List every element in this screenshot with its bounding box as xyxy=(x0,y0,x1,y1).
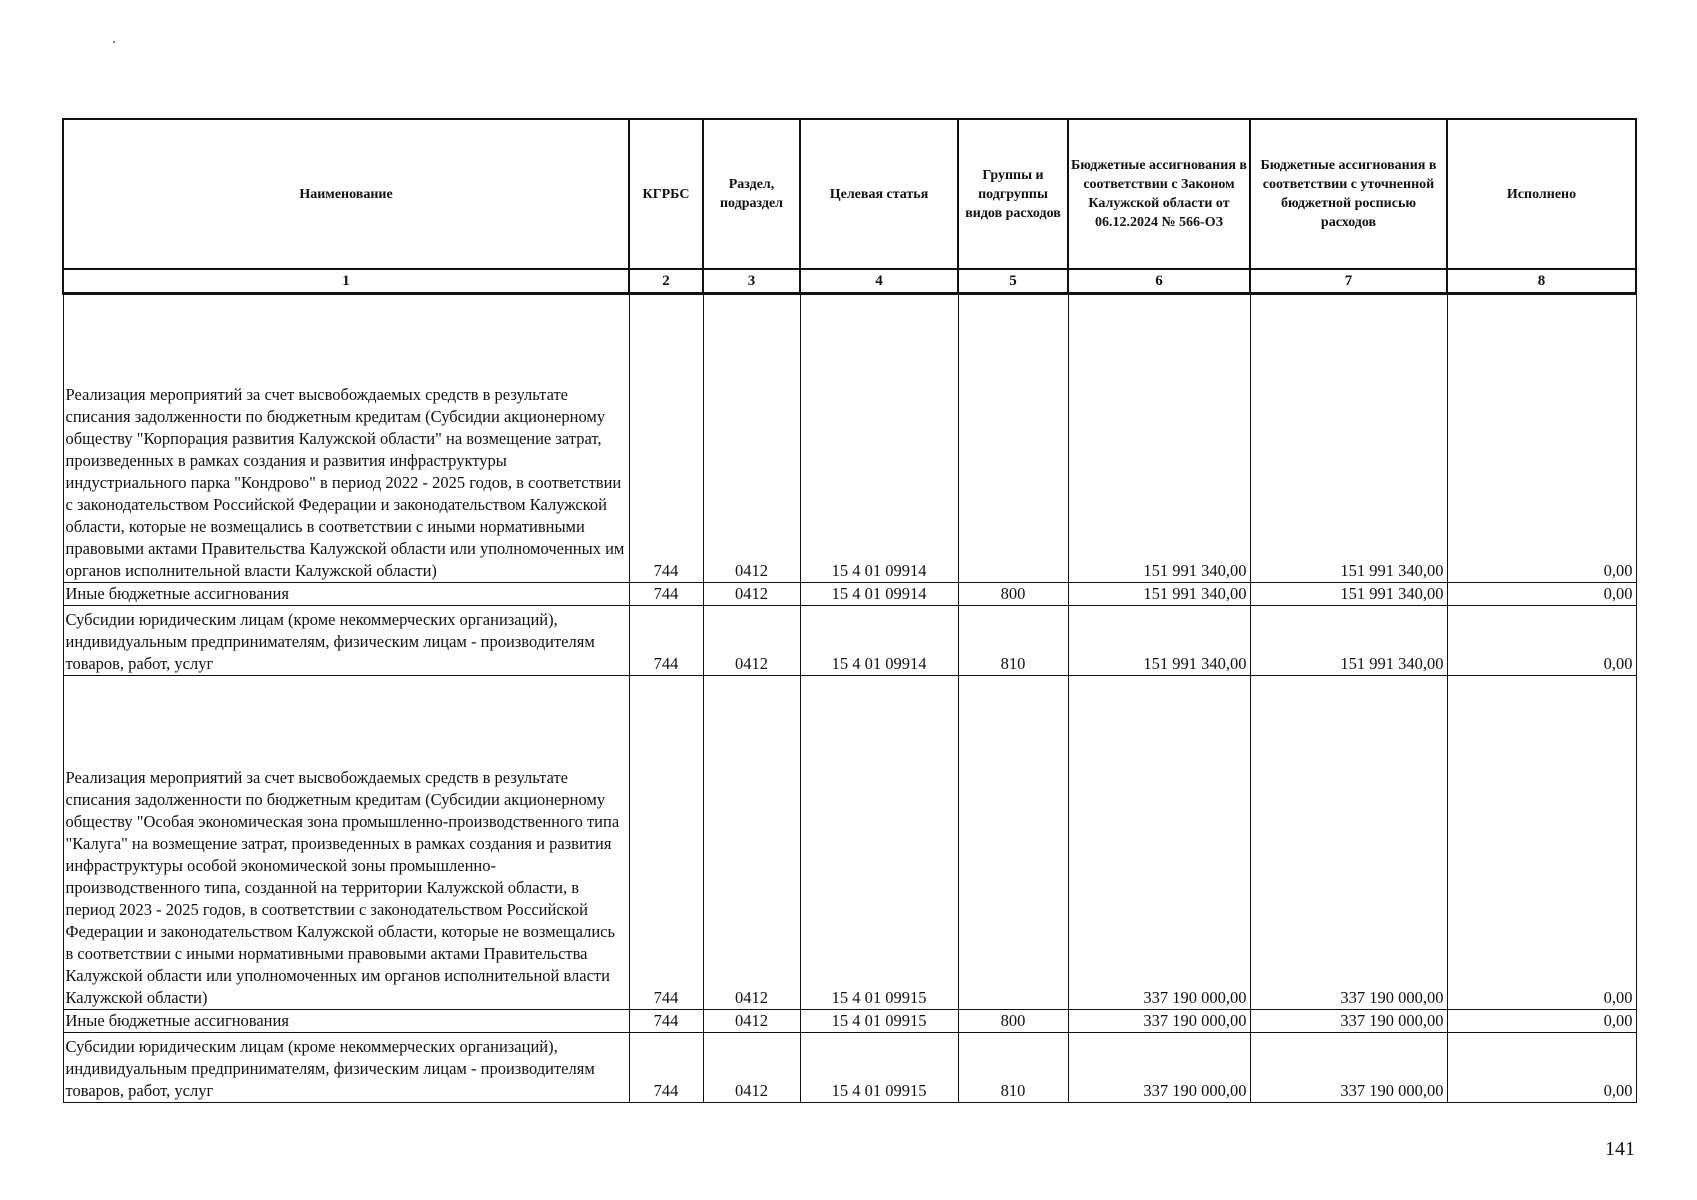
row-expense-group: 810 xyxy=(958,606,1068,676)
table-row xyxy=(63,606,1636,676)
scan-speck xyxy=(113,41,115,43)
row-name: Реализация мероприятий за счет высвобождаемых средств в результате списания задолженности по бюджетным кредитам (Субсидии акционерному обществу "Особая экономическая зона промышленно-производственного типа "Калуга" на возмещение затрат, произведенных в рамках создания и развития инфраструктуры особой экономической зоны промышленно-производственного типа, созданной на территории Калужской области, в период 2023 - 2025 годов, в соответствии с законодательством Российской Федерации и законодательством Калужской области, которые не возмещались в соответствии с иными нормативными правовыми актами Правительства Калужской области или уполномоченных им органов исполнительной власти Калужской области) xyxy=(63,676,629,1010)
column-number: 4 xyxy=(800,269,958,294)
row-section: 0412 xyxy=(703,606,800,676)
row-plan-allocation: 151 991 340,00 xyxy=(1250,583,1447,606)
row-section: 0412 xyxy=(703,1033,800,1103)
row-name: Субсидии юридическим лицам (кроме некоммерческих организаций), индивидуальным предпринимателям, физическим лицам - производителям товаров, работ, услуг xyxy=(63,606,629,676)
row-name: Субсидии юридическим лицам (кроме некоммерческих организаций), индивидуальным предпринимателям, физическим лицам - производителям товаров, работ, услуг xyxy=(63,1033,629,1103)
row-plan-allocation: 151 991 340,00 xyxy=(1250,294,1447,583)
row-target-article: 15 4 01 09914 xyxy=(800,294,958,583)
table-row xyxy=(63,294,1636,583)
table-row xyxy=(63,1010,1636,1033)
header-executed: Исполнено xyxy=(1447,119,1636,269)
row-executed: 0,00 xyxy=(1447,1033,1636,1103)
header-kgrbs: КГРБС xyxy=(629,119,703,269)
row-expense-group: 800 xyxy=(958,1010,1068,1033)
row-name: Иные бюджетные ассигнования xyxy=(63,1010,629,1033)
row-executed: 0,00 xyxy=(1447,294,1636,583)
table-row xyxy=(63,1033,1636,1103)
row-section: 0412 xyxy=(703,676,800,1010)
row-plan-allocation: 151 991 340,00 xyxy=(1250,606,1447,676)
column-number: 3 xyxy=(703,269,800,294)
header-name: Наименование xyxy=(63,119,629,269)
row-law-allocation: 151 991 340,00 xyxy=(1068,606,1250,676)
column-number: 2 xyxy=(629,269,703,294)
table-row xyxy=(63,676,1636,1010)
row-plan-allocation: 337 190 000,00 xyxy=(1250,1033,1447,1103)
column-number-row xyxy=(63,269,1636,294)
column-number: 8 xyxy=(1447,269,1636,294)
row-executed: 0,00 xyxy=(1447,1010,1636,1033)
row-executed: 0,00 xyxy=(1447,676,1636,1010)
header-section: Раздел, подраздел xyxy=(703,119,800,269)
row-target-article: 15 4 01 09915 xyxy=(800,1010,958,1033)
header-law-allocations: Бюджетные ассигнования в соответствии с Законом Калужской области от 06.12.2024 № 566-ОЗ xyxy=(1068,119,1250,269)
row-kgrbs: 744 xyxy=(629,1033,703,1103)
row-target-article: 15 4 01 09915 xyxy=(800,676,958,1010)
row-kgrbs: 744 xyxy=(629,294,703,583)
row-section: 0412 xyxy=(703,583,800,606)
column-number: 6 xyxy=(1068,269,1250,294)
row-kgrbs: 744 xyxy=(629,1010,703,1033)
row-executed: 0,00 xyxy=(1447,606,1636,676)
row-section: 0412 xyxy=(703,294,800,583)
row-kgrbs: 744 xyxy=(629,676,703,1010)
header-row xyxy=(63,119,1636,269)
row-expense-group xyxy=(958,294,1068,583)
header-expense-group: Группы и подгруппы видов расходов xyxy=(958,119,1068,269)
page-number: 141 xyxy=(1605,1138,1635,1160)
row-name: Иные бюджетные ассигнования xyxy=(63,583,629,606)
row-plan-allocation: 337 190 000,00 xyxy=(1250,676,1447,1010)
budget-table xyxy=(62,118,1637,1103)
row-target-article: 15 4 01 09915 xyxy=(800,1033,958,1103)
table-row xyxy=(63,583,1636,606)
row-kgrbs: 744 xyxy=(629,583,703,606)
row-law-allocation: 337 190 000,00 xyxy=(1068,1010,1250,1033)
row-expense-group xyxy=(958,676,1068,1010)
header-plan-allocations: Бюджетные ассигнования в соответствии с уточненной бюджетной росписью расходов xyxy=(1250,119,1447,269)
row-law-allocation: 151 991 340,00 xyxy=(1068,583,1250,606)
header-target-article: Целевая статья xyxy=(800,119,958,269)
column-number: 5 xyxy=(958,269,1068,294)
column-number: 7 xyxy=(1250,269,1447,294)
row-target-article: 15 4 01 09914 xyxy=(800,606,958,676)
column-number: 1 xyxy=(63,269,629,294)
row-expense-group: 810 xyxy=(958,1033,1068,1103)
row-law-allocation: 337 190 000,00 xyxy=(1068,676,1250,1010)
row-kgrbs: 744 xyxy=(629,606,703,676)
row-target-article: 15 4 01 09914 xyxy=(800,583,958,606)
row-section: 0412 xyxy=(703,1010,800,1033)
row-expense-group: 800 xyxy=(958,583,1068,606)
row-executed: 0,00 xyxy=(1447,583,1636,606)
row-name: Реализация мероприятий за счет высвобождаемых средств в результате списания задолженности по бюджетным кредитам (Субсидии акционерному обществу "Корпорация развития Калужской области" на возмещение затрат, произведенных в рамках создания и развития инфраструктуры индустриального парка "Кондрово" в период 2022 - 2025 годов, в соответствии с законодательством Российской Федерации и законодательством Калужской области, которые не возмещались в соответствии с иными нормативными правовыми актами Правительства Калужской области или уполномоченных им органов исполнительной власти Калужской области) xyxy=(63,294,629,583)
row-plan-allocation: 337 190 000,00 xyxy=(1250,1010,1447,1033)
row-law-allocation: 151 991 340,00 xyxy=(1068,294,1250,583)
row-law-allocation: 337 190 000,00 xyxy=(1068,1033,1250,1103)
